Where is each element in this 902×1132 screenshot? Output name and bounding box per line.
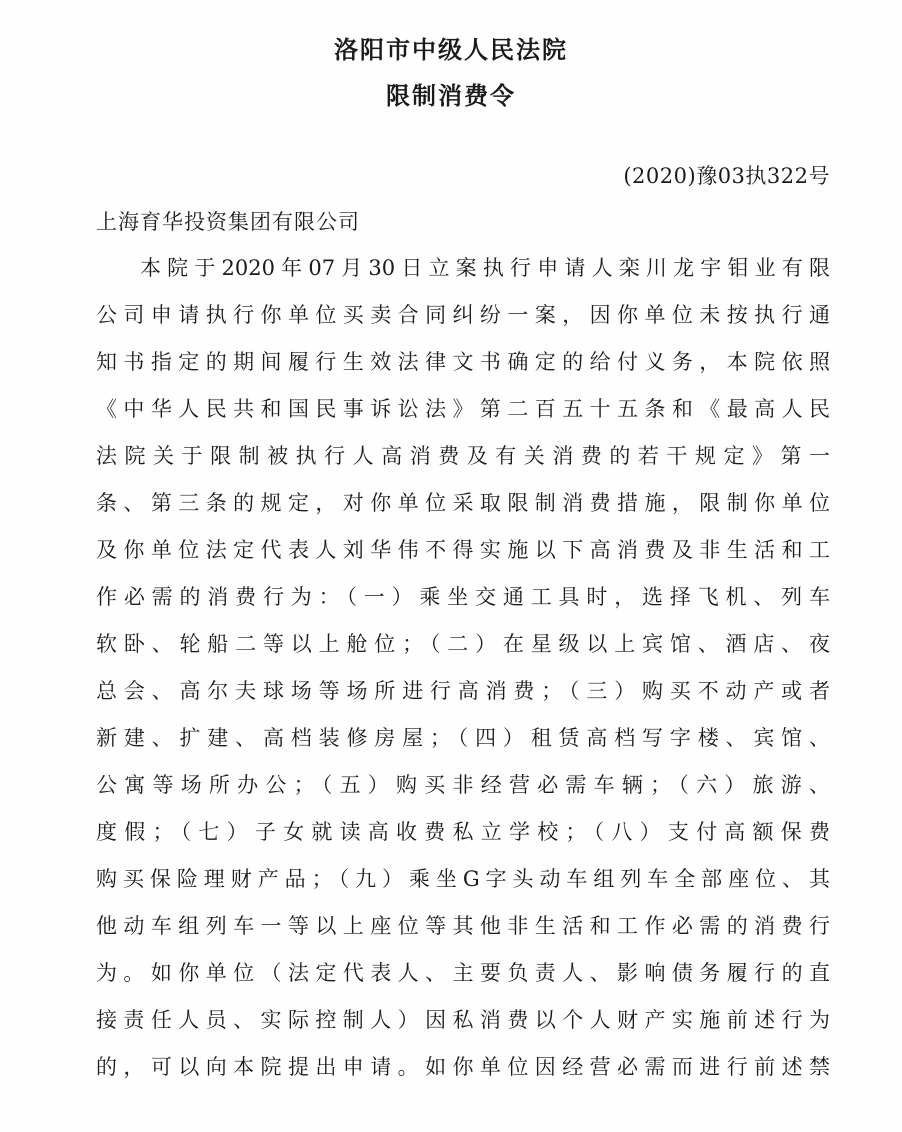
document-title: 限制消费令	[386, 81, 516, 110]
body-line: 条、第三条的规定，对你单位采取限制消费措施，限制你单位	[96, 491, 830, 515]
body-line: 购买保险理财产品；（九）乘坐G字头动车组列车全部座位、其	[96, 867, 830, 891]
body-line: 软卧、轮船二等以上舱位；（二）在星级以上宾馆、酒店、夜	[96, 632, 830, 656]
body-line: 公司申请执行你单位买卖合同纠纷一案，因你单位未按执行通	[96, 303, 830, 327]
body-line: 接责任人员、实际控制人）因私消费以个人财产实施前述行为	[96, 1008, 830, 1032]
body-line: 《中华人民共和国民事诉讼法》第二百五十五条和《最高人民	[96, 397, 830, 421]
body-line: 公寓等场所办公；（五）购买非经营必需车辆；（六）旅游、	[96, 773, 830, 797]
body-line: 新建、扩建、高档装修房屋；（四）租赁高档写字楼、宾馆、	[96, 726, 830, 750]
body-line: 为。如你单位（法定代表人、主要负责人、影响债务履行的直	[96, 961, 830, 985]
body-line: 的，可以向本院提出申请。如你单位因经营必需而进行前述禁	[96, 1055, 830, 1079]
body-line: 度假；（七）子女就读高收费私立学校；（八）支付高额保费	[96, 820, 830, 844]
body-line: 及你单位法定代表人刘华伟不得实施以下高消费及非生活和工	[96, 538, 830, 562]
body-line: 作必需的消费行为：（一）乘坐交通工具时，选择飞机、列车	[96, 585, 830, 609]
body-line: 他动车组列车一等以上座位等其他非生活和工作必需的消费行	[96, 914, 830, 938]
body-line: 总会、高尔夫球场等场所进行高消费；（三）购买不动产或者	[96, 679, 830, 703]
addressee: 上海育华投资集团有限公司	[96, 210, 360, 234]
body-line: 知书指定的期间履行生效法律文书确定的给付义务，本院依照	[96, 350, 830, 374]
case-number: (2020)豫03执322号	[623, 164, 830, 188]
body-line: 法院关于限制被执行人高消费及有关消费的若干规定》第一	[96, 444, 830, 468]
body-line: 本院于2020年07月30日立案执行申请人栾川龙宇钼业有限	[140, 256, 830, 280]
court-name: 洛阳市中级人民法院	[334, 35, 568, 64]
